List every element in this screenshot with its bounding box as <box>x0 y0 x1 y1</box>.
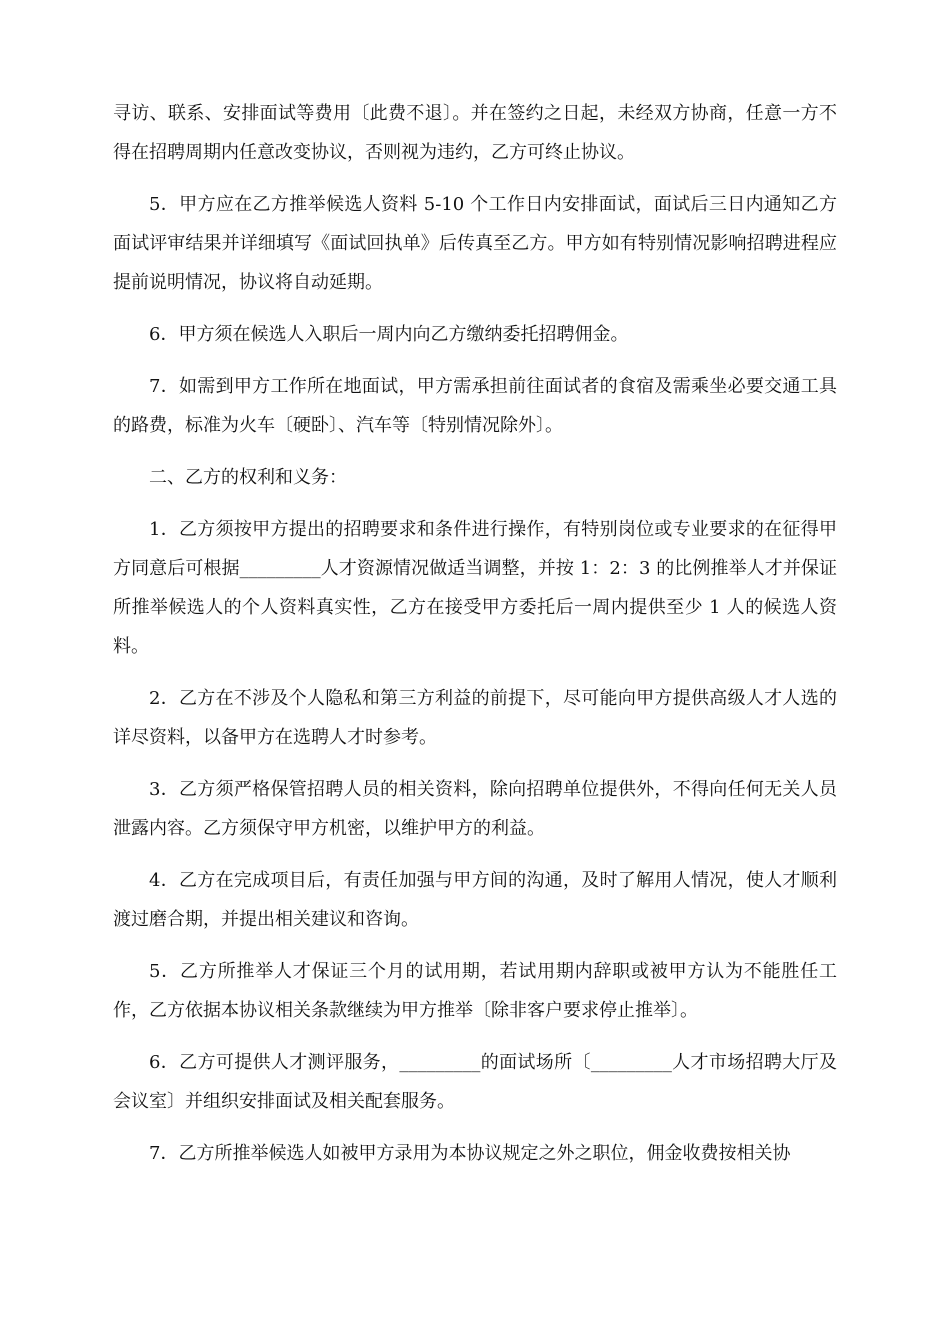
paragraph-party-b-item-3: 3．乙方须严格保管招聘人员的相关资料，除向招聘单位提供外，不得向任何无关人员泄露内容。乙方须保守甲方机密，以维护甲方的利益。 <box>113 779 837 839</box>
section-heading-party-b: 二、乙方的权利和义务： <box>149 467 347 488</box>
paragraph-party-b-item-5: 5．乙方所推举人才保证三个月的试用期，若试用期内辞职或被甲方认为不能胜任工作，乙方依据本协议相关条款继续为甲方推举〔除非客户要求停止推举〕。 <box>113 961 837 1021</box>
paragraph-continuation: 寻访、联系、安排面试等费用〔此费不退〕。并在签约之日起，未经双方协商，任意一方不得在招聘周期内任意改变协议，否则视为违约，乙方可终止协议。 <box>113 103 837 163</box>
paragraph-party-b-item-2: 2．乙方在不涉及个人隐私和第三方利益的前提下，尽可能向甲方提供高级人才人选的详尽资料，以备甲方在选聘人才时参考。 <box>113 688 837 748</box>
paragraph-party-a-item-6: 6．甲方须在候选人入职后一周内向乙方缴纳委托招聘佣金。 <box>149 324 629 345</box>
document-body <box>113 94 837 1173</box>
paragraph-party-b-item-6: 6．乙方可提供人才测评服务，_________的面试场所〔_________人才市场招聘大厅及会议室〕并组织安排面试及相关配套服务。 <box>113 1052 837 1112</box>
paragraph-party-a-item-5: 5．甲方应在乙方推举候选人资料 5-10 个工作日内安排面试，面试后三日内通知乙方面试评审结果并详细填写《面试回执单》后传真至乙方。甲方如有特别情况影响招聘进程应提前说明情况，协议将自动延期。 <box>113 194 837 293</box>
paragraph-party-b-item-1: 1．乙方须按甲方提出的招聘要求和条件进行操作，有特别岗位或专业要求的在征得甲方同意后可根据_________人才资源情况做适当调整，并按 1：2：3 的比例推举人才并保证所推举候选人的个人资料真实性，乙方在接受甲方委托后一周内提供至少 1 人的候选人资料。 <box>113 519 837 657</box>
paragraph-party-b-item-4: 4．乙方在完成项目后，有责任加强与甲方间的沟通，及时了解用人情况，使人才顺利渡过磨合期，并提出相关建议和咨询。 <box>113 870 837 930</box>
paragraph-party-b-item-7: 7．乙方所推举候选人如被甲方录用为本协议规定之外之职位，佣金收费按相关协 <box>149 1143 791 1164</box>
paragraph-party-a-item-7: 7．如需到甲方工作所在地面试，甲方需承担前往面试者的食宿及需乘坐必要交通工具的路费，标准为火车〔硬卧〕、汽车等〔特别情况除外〕。 <box>113 376 837 436</box>
